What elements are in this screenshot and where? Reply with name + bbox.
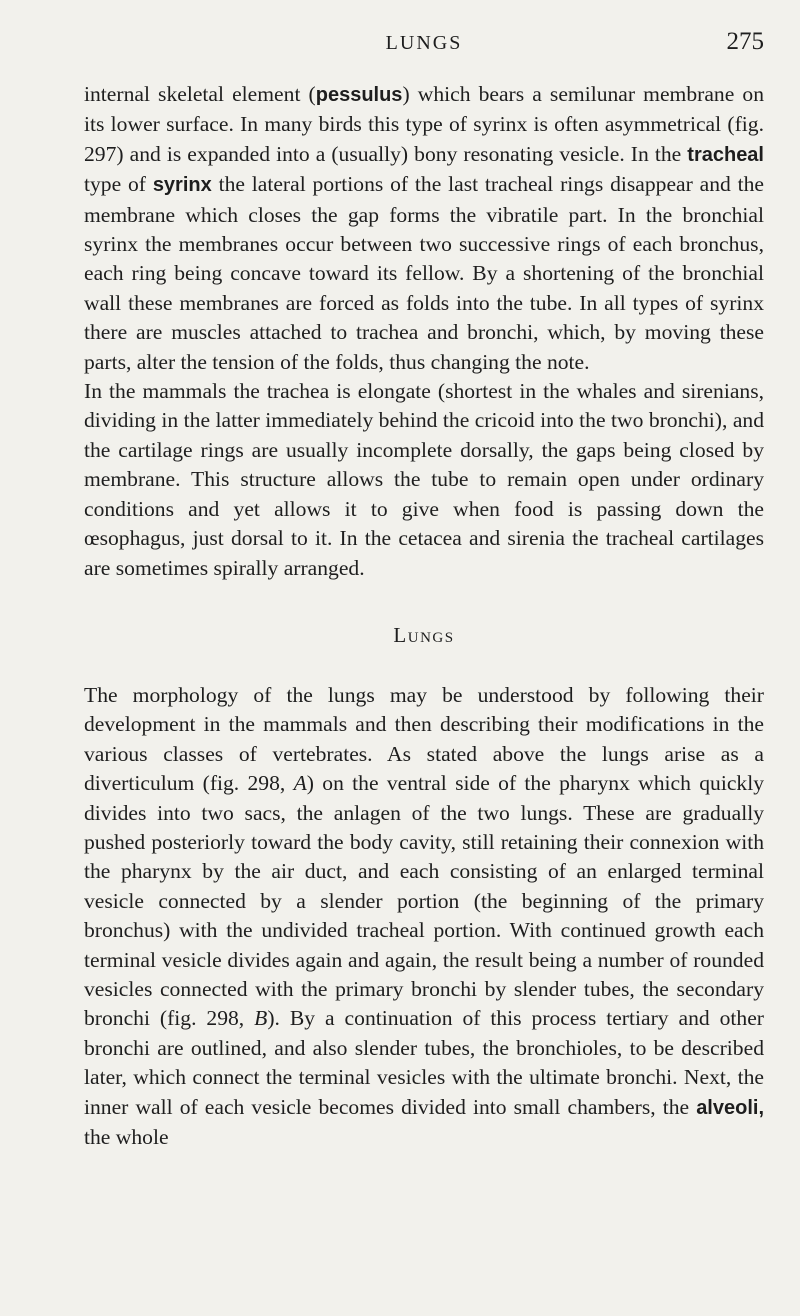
text-run: type of [84, 172, 153, 197]
paragraph-mammal-trachea: In the mammals the trachea is elongate (shortest in the whales and sirenians, dividing in the latter immediately behind the cricoid into the two bronchi), and the cartilage rings are usually incomplete dorsally, the gaps being closed by membrane. This structure allows the tube to remain open under ordinary conditions and yet allows it to give when food is passing down the œsophagus, just dorsal to it. In the cetacea and sirenia the tracheal cartilages are sometimes spirally arranged. [84, 379, 764, 580]
text-run: ). By a continuation of this process tertiary and other bronchi are outlined, and also slender tubes, the bronchioles, to be described later, which connect the terminal vesicles with the ultimate bronchi. Next, the inner wall of each vesicle becomes divided into small chambers, the [84, 1006, 764, 1119]
text-run: ) which bears a semilunar membrane on its lower surface. In many birds this type of syrinx is often asymmetrical (fig. 297) and is expanded into a (usually) bony resonating vesicle. In the [84, 82, 764, 166]
text-run: the lateral portions of the last tracheal rings disappear and the membrane which closes the gap forms the vibratile part. In the bronchial syrinx the membranes occur between two successive rings of each bronchus, each ring being concave toward its fellow. By a shortening of the bronchial wall these membranes are forced as folds into the tube. In all types of syrinx there are muscles attached to trachea and bronchi, which, by moving these parts, alter the tension of the folds, thus changing the note. [84, 172, 764, 374]
text-run: The morphology of the lungs may be understood by following their development in the mammals and then describing their modifications in the various classes of vertebrates. As stated above the lungs arise as a diverticulum (fig. 298, [84, 682, 764, 796]
running-title: LUNGS [385, 32, 463, 54]
term-pessulus: pessulus [315, 84, 403, 106]
text-run: ) on the ventral side of the pharynx which quickly divides into two sacs, the anlagen of the two lungs. These are gradually pushed posteriorly toward the body cavity, still retaining their connexion with the pharynx by the air duct, and each consisting of an enlarged terminal vesicle connected by a slender portion (the beginning of the primary bronchus) with the undivided tracheal portion. With continued growth each terminal vesicle divides again and again, the result being a number of rounded vesicles connected with the primary bronchi by slender tubes, the secondary bronchi (fig. 298, [84, 771, 764, 1031]
term-syrinx: syrinx [152, 174, 212, 197]
body-text [84, 80, 764, 1152]
paragraph-syrinx [84, 80, 764, 377]
running-header [84, 28, 764, 64]
page-number: 275 [726, 28, 764, 55]
term-tracheal: tracheal [687, 143, 764, 166]
section-heading: Lungs [393, 622, 455, 647]
term-alveoli: alveoli, [696, 1096, 764, 1119]
text-run: the whole [84, 1125, 169, 1149]
figure-ref-a: A [293, 771, 307, 796]
text-run: internal skeletal element ( [84, 82, 316, 106]
figure-ref-b: B [254, 1006, 268, 1031]
paragraph-lungs [84, 681, 764, 1153]
